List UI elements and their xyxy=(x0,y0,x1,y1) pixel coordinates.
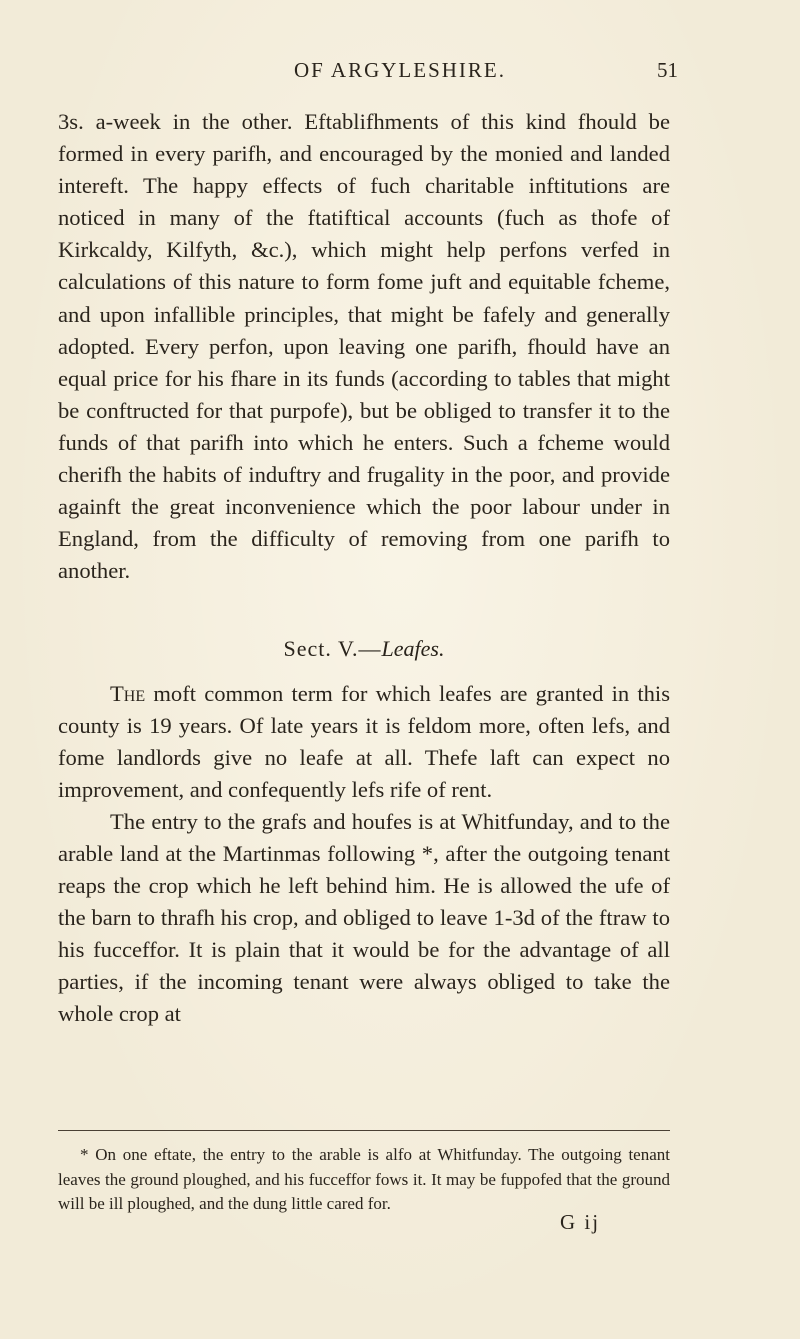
running-head xyxy=(60,58,740,88)
paragraph-first-word: The xyxy=(110,680,146,706)
signature-mark: G ij xyxy=(560,1210,601,1234)
footnote: * On one eftate, the entry to the arable is alfo at Whitfunday. The outgoing tenant leaves the ground ploughed, and his fucceffor fows it. It may be fuppofed that the ground will be ill ploughed, and the dung little cared for. xyxy=(58,1145,670,1213)
page-number: 51 xyxy=(657,58,678,82)
paragraph-rest: moft common term for which leafes are granted in this county is 19 years. Of late years it is feldom more, often lefs, and fome landlords give no leafe at all. Thefe laft can expect no improvement, and confequently lefs rife of rent. xyxy=(58,680,670,802)
section-title: Leafes. xyxy=(381,636,445,662)
running-title: OF ARGYLESHIRE. xyxy=(293,58,507,82)
section-heading xyxy=(58,633,670,665)
footnote-divider xyxy=(58,1130,670,1131)
paragraph-continued: 3s. a-week in the other. Eftablifhments of this kind fhould be formed in every parifh, and encouraged by the monied and landed intereft. The happy effects of fuch charitable inftitutions are noticed in many of the ftatiftical accounts (fuch as thofe of Kirkcaldy, Kilfyth, &c.), which might help perfons verfed in calculations of this nature to form fome juft and equitable fcheme, and upon infallible principles, that might be fafely and generally adopted. Every perfon, upon leaving one parifh, fhould have an equal price for his fhare in its funds (according to tables that might be conftructed for that purpofe), but be obliged to transfer it to the funds of that parifh into which he enters. Such a fcheme would cherifh the habits of induftry and frugality in the poor, and provide againft the great inconvenience which the poor labour under in England, from the difficulty of removing from one parifh to another. xyxy=(58,109,670,584)
paragraph-leases-term xyxy=(58,678,670,806)
section-label: Sect. V.— xyxy=(283,636,382,662)
paragraph-entry: The entry to the grafs and houfes is at Whitfunday, and to the arable land at the Martinmas following *, after the outgoing tenant reaps the crop which he left behind him. He is allowed the ufe of the barn to thrafh his crop, and obliged to leave 1-3d of the ftraw to his fucceffor. It is plain that it would be for the advantage of all parties, if the incoming tenant were always obliged to take the whole crop at xyxy=(58,808,670,1027)
body-text xyxy=(58,106,670,1031)
